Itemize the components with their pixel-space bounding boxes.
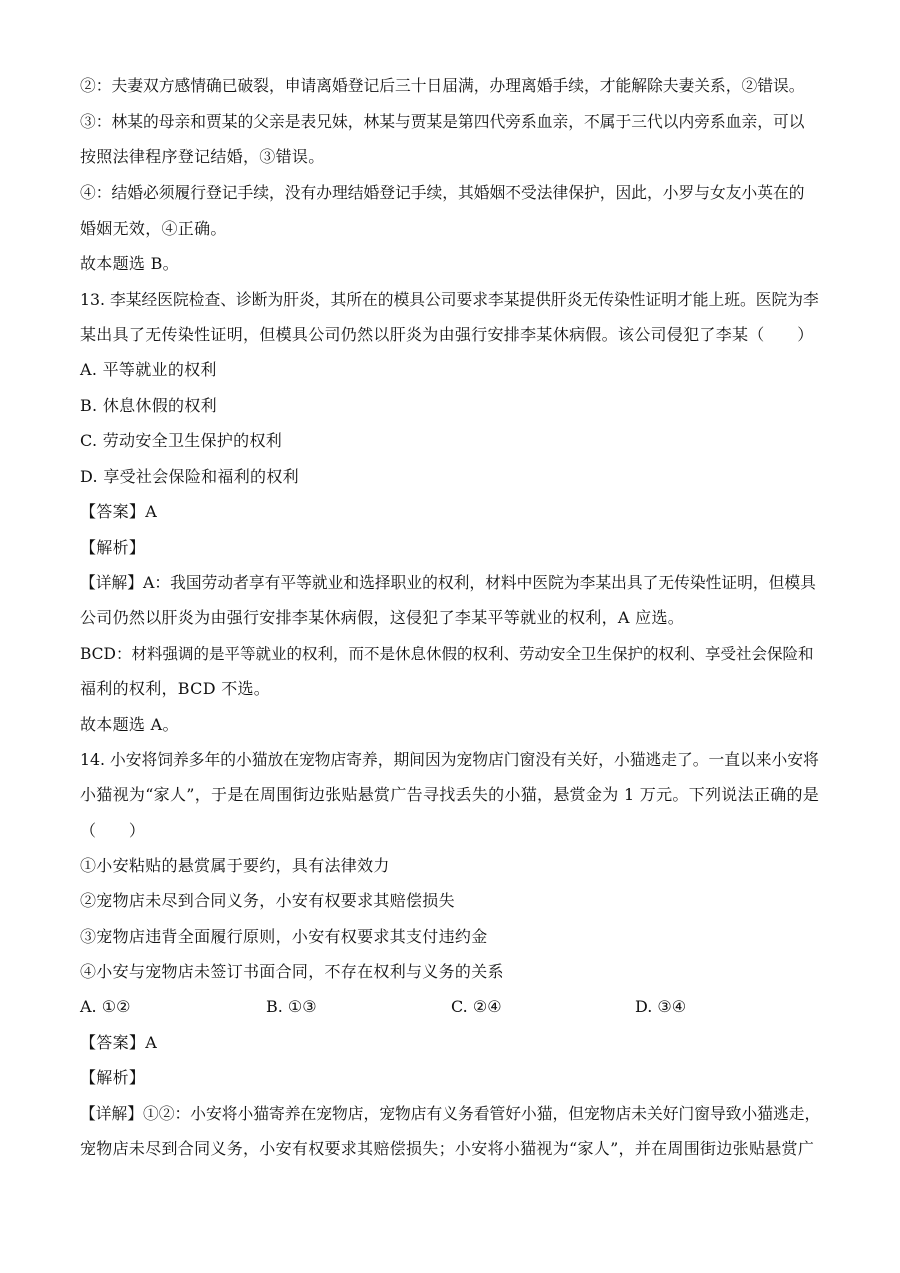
q12-analysis-item-3: ③：林某的母亲和贾某的父亲是表兄妹，林某与贾某是第四代旁系血亲，不属于三代以内旁系血亲，可以 [80,112,805,131]
q12-analysis-item-4: ④：结婚必须履行登记手续，没有办理结婚登记手续，其婚姻不受法律保护，因此，小罗与女友小英在的 [80,183,805,202]
q14-stem: 14. 小安将饲养多年的小猫放在宠物店寄养，期间因为宠物店门窗没有关好，小猫逃走了。一直以来小安将 [80,750,819,769]
q13-analysis-heading: 【解析】 [80,538,146,557]
q14-option-b: B. ①③ [266,997,317,1016]
q14-stem-cont: 小猫视为“家人”，于是在周围街边张贴悬赏广告寻找丢失的小猫，悬赏金为 1 万元。下列说法正确的是 [80,785,820,804]
q14-detail: 【详解】①②：小安将小猫寄养在宠物店，宠物店有义务看管好小猫，但宠物店未关好门窗导致小猫逃走， [80,1104,821,1123]
q14-statement-2: ②宠物店未尽到合同义务，小安有权要求其赔偿损失 [80,891,455,910]
q12-conclusion: 故本题选 B。 [80,254,179,273]
q13-detail: 【详解】A：我国劳动者享有平等就业和选择职业的权利，材料中医院为李某出具了无传染性证明，但模具 [80,573,816,592]
q13-detail-cont: 公司仍然以肝炎为由强行安排李某休病假，这侵犯了李某平等就业的权利，A 应选。 [80,608,685,627]
q14-statement-3: ③宠物店违背全面履行原则，小安有权要求其支付违约金 [80,927,488,946]
q14-option-c: C. ②④ [451,997,502,1016]
q12-analysis-item-4-cont: 婚姻无效，④正确。 [80,219,227,238]
q14-analysis-heading: 【解析】 [80,1068,146,1087]
q13-option-d: D. 享受社会保险和福利的权利 [80,467,299,486]
q14-options [80,996,820,1018]
q12-analysis-item-2: ②：夫妻双方感情确已破裂，申请离婚登记后三十日届满，办理离婚手续，才能解除夫妻关系，②错误。 [80,76,805,95]
q14-option-a: A. ①② [80,997,131,1016]
q13-option-b: B. 休息休假的权利 [80,396,217,415]
q13-stem-cont: 某出具了无传染性证明，但模具公司仍然以肝炎为由强行安排李某休病假。该公司侵犯了李某（ ） [80,325,814,344]
q13-stem: 13. 李某经医院检查、诊断为肝炎，其所在的模具公司要求李某提供肝炎无传染性证明才能上班。医院为李 [80,290,819,309]
q13-detail-bcd-cont: 福利的权利，BCD 不选。 [80,679,271,698]
q13-answer: 【答案】A [80,502,158,521]
q14-statement-1: ①小安粘贴的悬赏属于要约，具有法律效力 [80,856,390,875]
q13-option-a: A. 平等就业的权利 [80,360,217,379]
q13-option-c: C. 劳动安全卫生保护的权利 [80,431,283,450]
q14-option-d: D. ③④ [635,997,687,1016]
q14-stem-blank: （ ） [80,821,146,840]
q13-detail-bcd: BCD：材料强调的是平等就业的权利，而不是休息休假的权利、劳动安全卫生保护的权利、享受社会保险和 [80,645,814,663]
q14-detail-cont: 宠物店未尽到合同义务，小安有权要求其赔偿损失；小安将小猫视为“家人”，并在周围街边张贴悬赏广 [80,1139,815,1158]
q14-statement-4: ④小安与宠物店未签订书面合同，不存在权利与义务的关系 [80,962,504,981]
q13-conclusion: 故本题选 A。 [80,715,179,734]
q12-analysis-item-3-cont: 按照法律程序登记结婚，③错误。 [80,147,325,166]
q14-answer: 【答案】A [80,1033,158,1052]
